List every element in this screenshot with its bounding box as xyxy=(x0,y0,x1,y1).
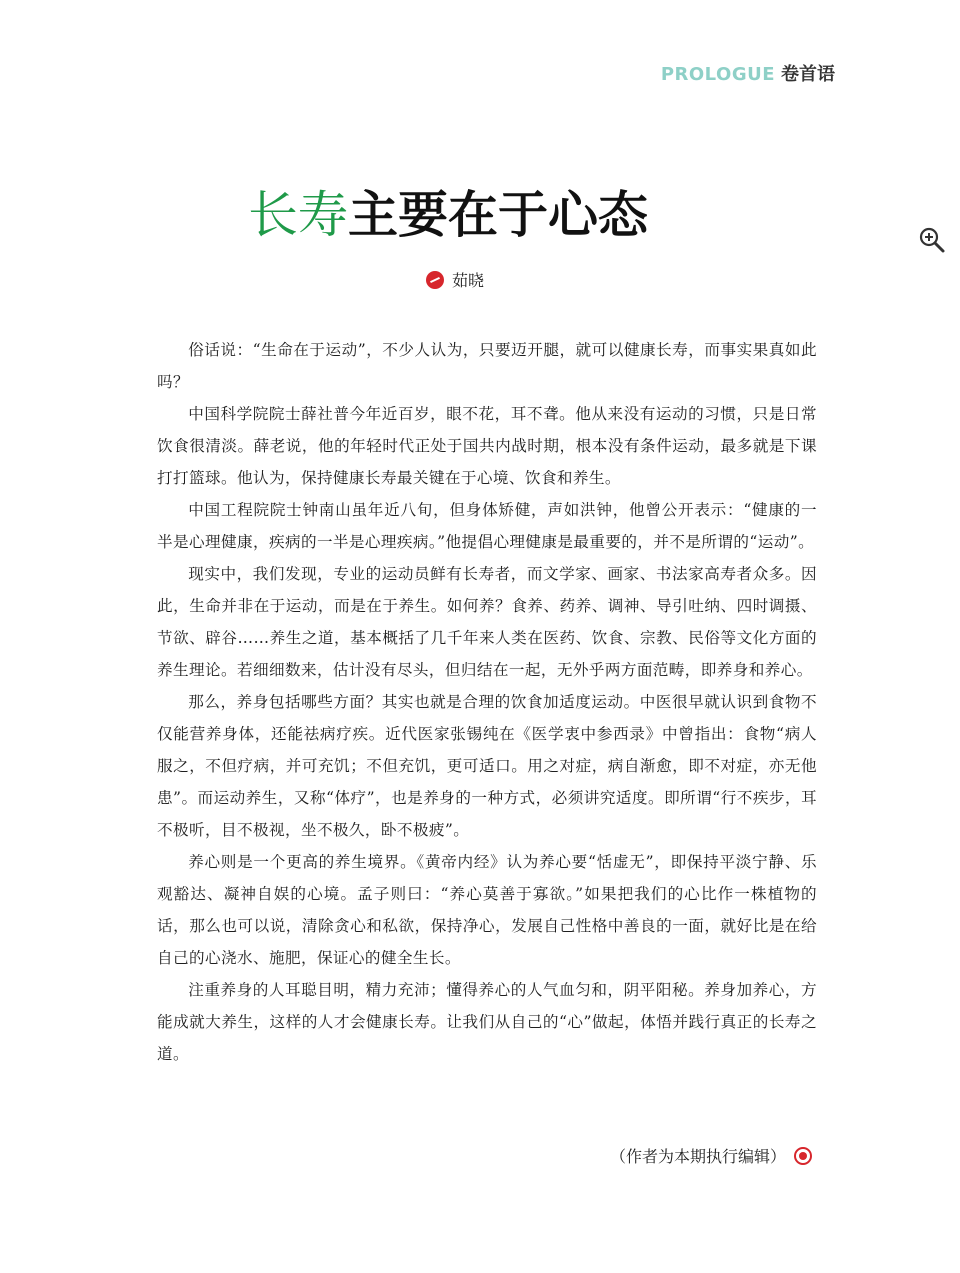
author-note-text: （作者为本期执行编辑） xyxy=(609,1147,786,1166)
pen-icon xyxy=(426,271,444,289)
byline xyxy=(426,268,484,291)
paragraph: 俗话说：“生命在于运动”，不少人认为，只要迈开腿，就可以健康长寿，而事实果真如此吗？ xyxy=(157,341,817,391)
paragraph: 现实中，我们发现，专业的运动员鲜有长寿者，而文学家、画家、书法家高寿者众多。因此，生命并非在于运动，而是在于养生。如何养？食养、药养、调神、导引吐纳、四时调摄、节欲、辟谷……养生之道，基本概括了几千年来人类在医药、饮食、宗教、民俗等文化方面的养生理论。若细细数来，估计没有尽头，但归结在一起，无外乎两方面范畴，即养身和养心。 xyxy=(157,565,817,679)
article-body xyxy=(157,334,817,1070)
paragraph: 中国科学院院士薛社普今年近百岁，眼不花，耳不聋。他从来没有运动的习惯，只是日常饮食很清淡。薛老说，他的年轻时代正处于国共内战时期，根本没有条件运动，最多就是下课打打篮球。他认为，保持健康长寿最关键在于心境、饮食和养生。 xyxy=(157,405,817,487)
seal-icon xyxy=(794,1147,812,1165)
author-note xyxy=(610,1144,812,1167)
paragraph: 注重养身的人耳聪目明，精力充沛；懂得养心的人气血匀和，阴平阳秘。养身加养心，方能成就大养生，这样的人才会健康长寿。让我们从自己的“心”做起，体悟并践行真正的长寿之道。 xyxy=(157,981,817,1063)
section-header xyxy=(661,60,835,86)
article-title xyxy=(248,180,648,250)
zoom-in-icon[interactable] xyxy=(918,226,946,254)
paragraph: 那么，养身包括哪些方面？其实也就是合理的饮食加适度运动。中医很早就认识到食物不仅能营养身体，还能祛病疗疾。近代医家张锡纯在《医学衷中参西录》中曾指出：食物“病人服之，不但疗病，并可充饥；不但充饥，更可适口。用之对症，病自渐愈，即不对症，亦无他患”。而运动养生，又称“体疗”，也是养身的一种方式，必须讲究适度。即所谓“行不疾步，耳不极听，目不极视，坐不极久，卧不极疲”。 xyxy=(157,693,817,839)
title-accent: 长寿 xyxy=(248,186,348,244)
author-name: 茹晓 xyxy=(452,271,485,290)
title-rest: 主要在于心态 xyxy=(348,186,648,244)
paragraph: 中国工程院院士钟南山虽年近八旬，但身体矫健，声如洪钟，他曾公开表示：“健康的一半是心理健康，疾病的一半是心理疾病。”他提倡心理健康是最重要的，并不是所谓的“运动”。 xyxy=(157,501,817,551)
paragraph: 养心则是一个更高的养生境界。《黄帝内经》认为养心要“恬虚无”，即保持平淡宁静、乐观豁达、凝神自娱的心境。孟子则曰：“养心莫善于寡欲。”如果把我们的心比作一株植物的话，那么也可以说，清除贪心和私欲，保持净心，发展自己性格中善良的一面，就好比是在给自己的心浇水、施肥，保证心的健全生长。 xyxy=(157,853,817,967)
section-label-zh: 卷首语 xyxy=(781,64,835,85)
section-label-en: PROLOGUE xyxy=(660,64,775,85)
